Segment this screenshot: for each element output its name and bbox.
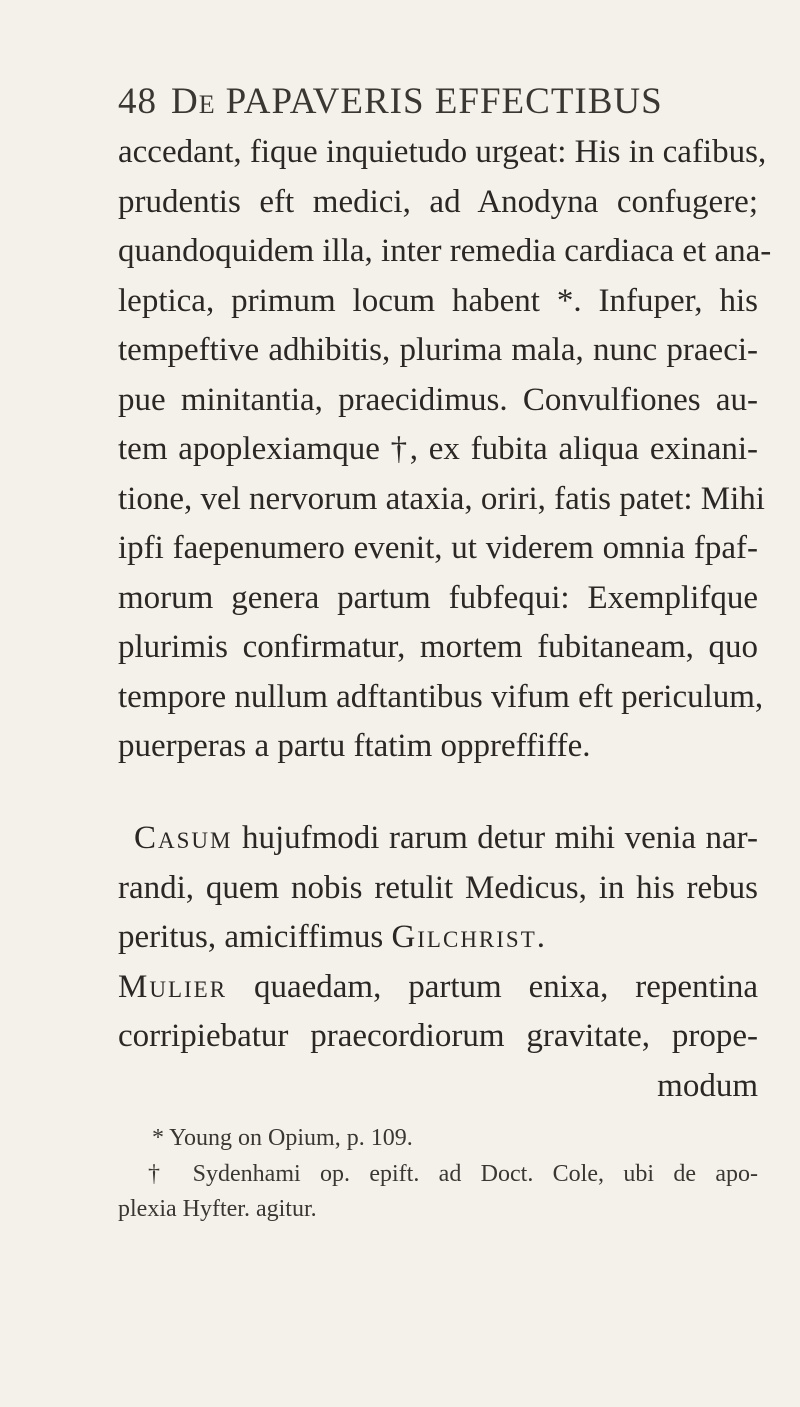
lead-word: Mulier xyxy=(118,969,228,1005)
catchword: modum xyxy=(657,1068,758,1104)
text-span: peritus, amiciffimus xyxy=(118,919,392,955)
text-line: prudentis eft medici, ad Anodyna confugere; xyxy=(118,184,758,220)
text-span: quaedam, partum enixa, repentina xyxy=(227,969,758,1005)
running-header xyxy=(118,80,663,123)
text-line: morum genera partum fubfequi: Exemplifque xyxy=(118,580,758,616)
text-line: tempore nullum adftantibus vifum eft periculum, xyxy=(118,679,764,715)
page-number: 48 xyxy=(118,81,157,122)
header-de: De xyxy=(171,81,216,122)
footnote-continued: plexia Hyfter. agitur. xyxy=(118,1196,317,1222)
text-line: corripiebatur praecordiorum gravitate, prope- xyxy=(118,1018,758,1054)
text-line: tem apoplexiamque †, ex fubita aliqua exinani- xyxy=(118,431,758,467)
text-line: pue minitantia, praecidimus. Convulfiones au- xyxy=(118,382,758,418)
footnote: * Young on Opium, p. 109. xyxy=(152,1125,413,1151)
footnote: † Sydenhami op. epift. ad Doct. Cole, ubi de apo- xyxy=(148,1161,758,1187)
text-line: tempeftive adhibitis, plurima mala, nunc praeci- xyxy=(118,332,758,368)
text-span: hujufmodi rarum detur mihi venia nar- xyxy=(232,820,758,856)
text-line: leptica, primum locum habent *. Infuper, his xyxy=(118,283,758,319)
text-line: accedant, fique inquietudo urgeat: His in cafibus, xyxy=(118,134,767,170)
text-line: puerperas a partu ftatim oppreffiffe. xyxy=(118,728,591,764)
lead-word: Casum xyxy=(134,820,233,856)
text-line xyxy=(118,965,758,1009)
author-name: Gilchrist. xyxy=(391,919,548,955)
text-line xyxy=(118,816,758,860)
text-line: tione, vel nervorum ataxia, oriri, fatis patet: Mihi xyxy=(118,481,765,517)
text-line: plurimis confirmatur, mortem fubitaneam, quo xyxy=(118,629,758,665)
header-title: PAPAVERIS EFFECTIBUS xyxy=(225,81,663,122)
text-line: quandoquidem illa, inter remedia cardiaca et ana- xyxy=(118,233,772,269)
text-line: ipfi faepenumero evenit, ut viderem omnia fpaf- xyxy=(118,530,758,566)
text-line: randi, quem nobis retulit Medicus, in his rebus xyxy=(118,870,758,906)
text-line xyxy=(118,915,758,959)
